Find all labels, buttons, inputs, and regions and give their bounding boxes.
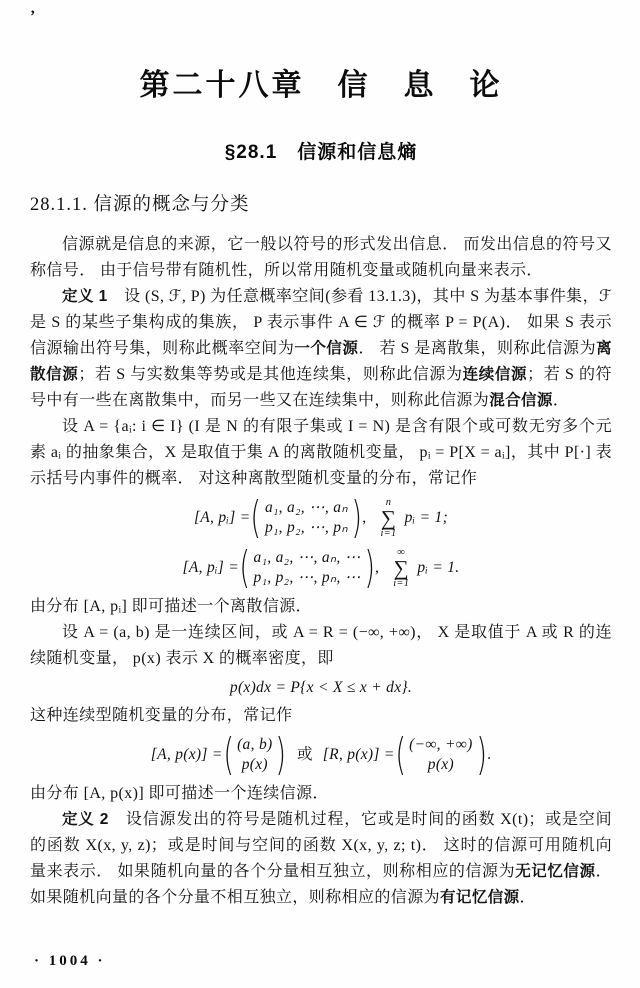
line-distribution-notation: 这种连续型随机变量的分布，常记作	[30, 707, 293, 724]
left-paren: (	[250, 492, 262, 543]
or-word: 或	[296, 746, 313, 763]
text-run: ；若 S 的符号中有一些在离散集中，而另一些又在连续集中，则称此信源为	[30, 366, 612, 409]
sigma-glyph: ∑	[380, 506, 397, 530]
interval-row: (a, b)	[237, 736, 273, 753]
paragraph-definition-2	[30, 807, 612, 911]
formula-countable-distribution	[30, 544, 612, 592]
bold-term-continuous-source: 连续信源	[462, 366, 528, 383]
sum-upper-limit: ∞	[397, 547, 406, 558]
bold-term-source: 一个信源	[294, 340, 359, 357]
scan-artifact-mark: ’	[30, 8, 36, 25]
definition-2-label: 定义 2	[62, 811, 109, 828]
density-row: p(x)	[427, 756, 454, 773]
left-paren: (	[239, 542, 251, 593]
page-number: · 1004 ·	[34, 953, 106, 969]
density-equation: p(x)dx = P{x < X ≤ x + dx}.	[229, 678, 413, 696]
paragraph-continuous-source-setup: 设 A = (a, b) 是一连续区间，或 A = R = (−∞, +∞)， X 是取值于 A 或 R 的连续随机变量， p(x) 表示 X 的概率密度，即	[30, 624, 612, 667]
symbol-row: a₁, a₂, ⋯, aₙ	[264, 499, 348, 516]
line-continuous-source-conclusion: 由分布 [A, p(x)] 即可描述一个连续信源．	[30, 785, 329, 802]
section-heading: §28.1 信源和信息熵	[224, 142, 418, 163]
line-discrete-source-conclusion: 由分布 [A, pᵢ] 即可描述一个离散信源．	[30, 598, 313, 615]
text-run: ． 若 S 是离散集，则称此信源为	[358, 340, 597, 357]
formula-continuous-distribution	[30, 731, 612, 779]
distribution-matrix	[262, 499, 351, 537]
formula-lhs: [A, pᵢ] =	[193, 509, 251, 526]
formula-separator: ,	[375, 559, 380, 576]
text-run: 设 (S, ℱ, P) 为任意概率空间(参看 13.1.3)，其中 S 为基本事件集，ℱ 是 S 的某些子集构成的集族， P 表示事件 A ∈ ℱ 的概率 P = P(A)． 如果 S 表示信源输出符号集，则称此概率空间为	[30, 288, 613, 357]
formula-lhs: [A, p(x)] =	[150, 746, 223, 763]
formula-probability-density	[30, 674, 612, 701]
symbol-row: a₁, a₂, ⋯, aₙ, ⋯	[253, 549, 361, 566]
sigma-glyph: ∑	[393, 556, 409, 580]
left-paren: (	[394, 729, 406, 780]
subsection-heading: 28.1.1. 信源的概念与分类	[30, 195, 250, 215]
text-run: 设信源发出的符号是随机过程，它或是时间的函数 X(t)；或是空间的函数 X(x, y, z)；或是时间与空间的函数 X(x, y, z; t)． 这时的信源可用随机向量来表示． 如果随机向量的各个分量相互独立，则称相应的信源为	[30, 811, 613, 880]
summation-symbol	[380, 497, 396, 539]
distribution-matrix	[406, 736, 476, 774]
formula-period: .	[487, 746, 492, 763]
summation-symbol	[393, 547, 409, 589]
sum-upper-limit: n	[385, 497, 392, 508]
right-paren: )	[475, 729, 487, 780]
distribution-matrix	[251, 549, 364, 587]
sum-lower-limit: i=1	[393, 578, 410, 589]
density-row: p(x)	[241, 756, 268, 773]
right-paren: )	[275, 729, 287, 780]
interval-row: (−∞, +∞)	[409, 736, 473, 753]
text-run: ．	[552, 392, 570, 409]
bold-term-memoryless-source: 无记忆信源	[515, 863, 596, 880]
bold-term-mixed-source: 混合信源	[489, 392, 553, 409]
text-run: ． 如果随机向量的各个分量不相互独立，则称相应的信源为	[30, 863, 612, 906]
probability-row: p₁, p₂, ⋯, pₙ, ⋯	[253, 569, 361, 586]
formula-rhs: pᵢ = 1;	[404, 509, 449, 526]
text-run: ．	[519, 889, 536, 906]
right-paren: )	[351, 492, 362, 543]
paragraph-definition-1	[30, 284, 612, 414]
formula-rhs: pᵢ = 1.	[417, 559, 460, 576]
chapter-title: 第二十八章 信 息 论	[139, 69, 503, 102]
bold-term-discrete-source: 离散信源	[30, 340, 613, 383]
sum-lower-limit: i=1	[380, 528, 397, 539]
formula-finite-distribution	[30, 494, 612, 542]
formula-lhs: [R, p(x)] =	[322, 746, 395, 763]
left-paren: (	[222, 729, 234, 780]
probability-row: p₁, p₂, ⋯, pₙ	[264, 519, 348, 536]
definition-1-label: 定义 1	[62, 288, 108, 305]
distribution-matrix	[234, 736, 275, 774]
formula-separator: ,	[362, 509, 367, 526]
bold-term-memory-source: 有记忆信源	[440, 889, 520, 906]
formula-lhs: [A, pᵢ] =	[182, 559, 240, 576]
paragraph-discrete-source-setup: 设 A = {aᵢ: i ∈ I} (I 是 N 的有限子集或 I = N) 是含有限个或可数无穷多个元素 aᵢ 的抽象集合，X 是取值于集 A 的离散随机变量， pᵢ = P[X = aᵢ]，其中 P[·] 表示括号内事件的概率． 对这种离散型随机变量的分布，常记作	[30, 418, 612, 487]
paragraph-intro: 信源就是信息的来源，它一般以符号的形式发出信息． 而发出信息的符号又称信号． 由于信号带有随机性，所以常用随机变量或随机向量来表示．	[30, 236, 612, 279]
text-run: ；若 S 与实数集等势或是其他连续集，则称此信源为	[78, 366, 463, 383]
right-paren: )	[363, 542, 375, 593]
